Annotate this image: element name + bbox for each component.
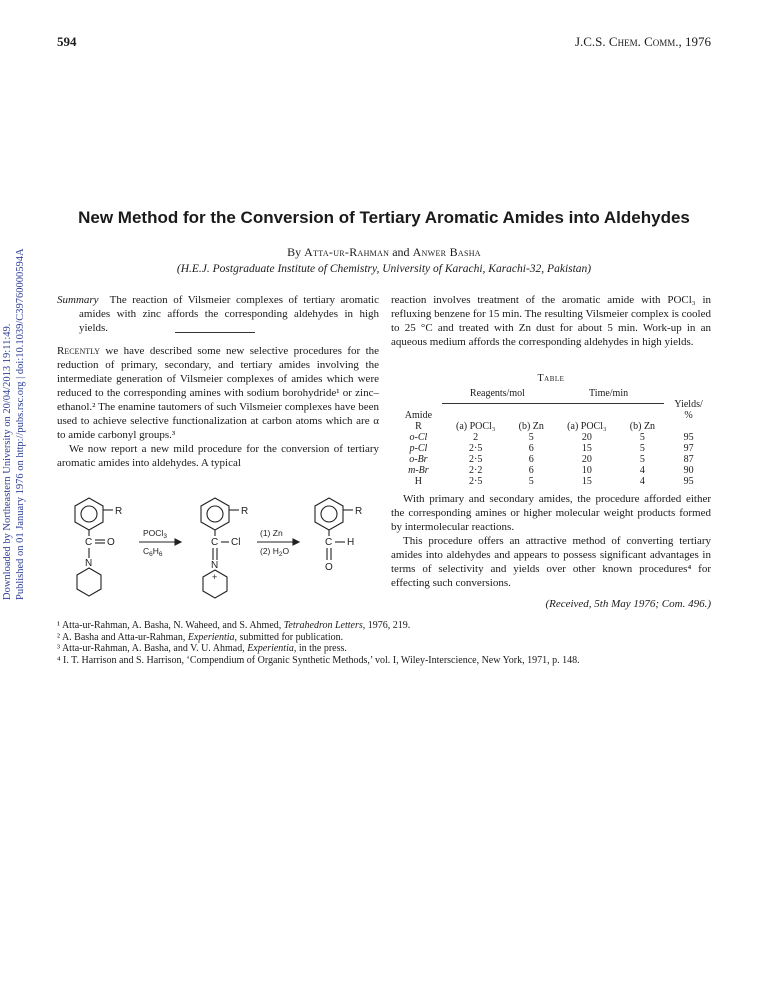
- procedure-text: reaction involves treatment of the aromatic amide with POCl₃ in refluxing benzene for 15 min. The resulting Vilsmeier complex is cooled to 25 °C and treated with Zn dust for about 5 min. Work-up in an aqueous medium affords the corresponding aldehydes in high yields.: [391, 294, 711, 348]
- substituent-r-1: R: [115, 506, 123, 517]
- footnote-2: ² A. Basha and Atta-ur-Rahman, Experientia, submitted for publication.: [57, 631, 344, 643]
- aldehyde-c: C: [325, 537, 333, 548]
- carbonyl-o-1: O: [107, 537, 115, 548]
- lead-word: Recently: [57, 345, 100, 357]
- benzene-ring-1: [75, 498, 103, 530]
- step-zn: (1) Zn: [260, 528, 283, 538]
- group-reagents: Reagents/mol: [469, 388, 525, 399]
- substituent-r-2: R: [241, 506, 249, 517]
- table-row: p-Cl 2·5 6 15 5 97: [409, 443, 694, 454]
- footnote-1: ¹ Atta-ur-Rahman, A. Basha, N. Waheed, and S. Ahmed, Tetrahedron Letters, 1976, 219.: [57, 620, 411, 631]
- section-divider: [175, 332, 255, 333]
- table-row: H 2·5 5 15 4 95: [414, 476, 694, 487]
- table-title: Table: [537, 373, 565, 384]
- summary-label: Summary: [57, 294, 99, 306]
- download-watermark: [0, 240, 30, 600]
- header-yields: Yields/: [674, 399, 703, 410]
- header-percent: %: [684, 410, 693, 421]
- byline: [40, 245, 728, 260]
- table-row: o-Br 2·5 6 20 5 87: [409, 454, 694, 465]
- header-pocl3-mol: (a) POCl₃: [456, 421, 496, 432]
- affiliation: (H.E.J. Postgraduate Institute of Chemistry, University of Karachi, Karachi-32, Pakistan): [176, 263, 592, 275]
- carbonyl-c-1: C: [85, 537, 93, 548]
- page-number: 594: [57, 34, 77, 49]
- header-zn-mol: (b) Zn: [518, 421, 544, 432]
- author-1: Atta-ur-Rahman: [304, 245, 390, 259]
- received-date: (Received, 5th May 1976; Com. 496.): [545, 598, 711, 610]
- intro-text: [57, 344, 379, 470]
- paragraph-5: This procedure offers an attractive method of converting tertiary amides into aldehydes and appears to possess significant advantages in terms of selectivity and yields over other known procedures⁴ for effecting such conversions.: [391, 535, 711, 589]
- summary-text: The reaction of Vilsmeier complexes of tertiary aromatic amides with zinc affords the corresponding aldehydes in high yields.: [79, 294, 379, 334]
- chloride-cl: Cl: [231, 537, 241, 548]
- by-word: By: [287, 245, 302, 259]
- piperidine-ring-1: [77, 568, 101, 596]
- conclusion-text: [391, 492, 711, 590]
- table-row: o-Cl 2 5 20 5 95: [409, 432, 694, 443]
- watermark-published-line[interactable]: Published on 01 January 1976 on http://pubs.rsc.org | doi:10.1039/C39760000594A: [15, 248, 26, 600]
- header-r: R: [415, 421, 422, 432]
- table-row: m-Br 2·2 6 10 4 90: [408, 465, 694, 476]
- positive-charge: +: [212, 572, 218, 582]
- amide-n-1: N: [85, 558, 93, 569]
- aldehyde-h: H: [347, 537, 355, 548]
- paragraph-4: With primary and secondary amides, the procedure afforded either the corresponding amines or higher molecular weight products formed by intermolecular reactions.: [391, 493, 711, 533]
- footnotes: [57, 620, 717, 666]
- yields-table: [395, 388, 713, 487]
- substituent-r-3: R: [355, 506, 363, 517]
- reagent-pocl3: POCl$_3$: [143, 528, 167, 540]
- footnote-4: ⁴ I. T. Harrison and S. Harrison, ‘Compendium of Organic Synthetic Methods,’ vol. I, Wiley-Interscience, New York, 1971, p. 148.: [57, 654, 580, 666]
- solvent-c6h6: $C_6H_6$: [143, 546, 163, 558]
- paragraph-1: we have described some new selective procedures for the reduction of primary, secondary, and tertiary amides involving the intermediate generation of Vilsmeier complexes of amides which were reduced to the corresponding amines with sodium borohydride¹ or zinc–ethanol.² The enamine tautomers of such Vilsmeier complexes have been used to achieve selective functionalization at carbon atoms which are α to amide carbonyl groups.³: [57, 345, 380, 441]
- paragraph-2: We now report a new mild procedure for the conversion of tertiary aromatic amides into aldehydes. A typical: [57, 443, 379, 469]
- group-time: Time/min: [589, 388, 629, 399]
- aldehyde-o: O: [325, 562, 333, 573]
- journal-header: J.C.S. Chem. Comm., 1976: [574, 34, 711, 49]
- iminium-n: N: [211, 560, 219, 571]
- author-2: Anwer Basha: [412, 245, 481, 259]
- footnote-3: ³ Atta-ur-Rahman, A. Basha, and V. U. Ahmad, Experientia, in the press.: [57, 643, 347, 654]
- step-water: (2) $H_2O$: [260, 546, 290, 558]
- article-title: New Method for the Conversion of Tertiary Aromatic Amides into Aldehydes: [78, 208, 690, 227]
- header-pocl3-min: (a) POCl₃: [567, 421, 607, 432]
- iminium-c: C: [211, 537, 219, 548]
- benzene-ring-3: [315, 498, 343, 530]
- reaction-scheme: [57, 490, 387, 620]
- summary: [57, 293, 379, 335]
- header-amide: Amide: [404, 410, 433, 421]
- and-word: and: [392, 245, 410, 259]
- watermark-download-line: Downloaded by Northeastern University on 20/04/2013 19:11:49.: [2, 323, 13, 600]
- benzene-ring-2: [201, 498, 229, 530]
- header-zn-min: (b) Zn: [629, 421, 656, 432]
